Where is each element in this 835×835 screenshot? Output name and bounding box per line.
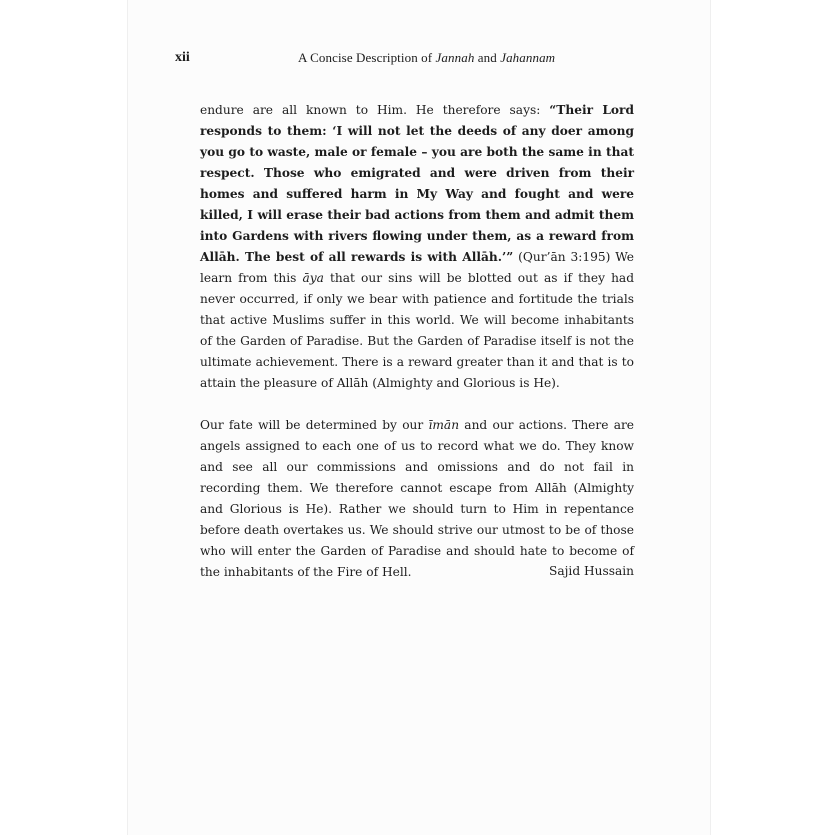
page-number: xii: [175, 50, 190, 65]
running-header-and: and: [474, 50, 501, 65]
paragraph-2-rest: and our actions. There are angels assigned to each one of us to record what we do. They know and see all our commissions and omissions and do not fail in recording them. We therefore cannot escape from Allāh (Almighty and Glorious is He). Rather we should turn to Him in repentance before death overtakes us. We should strive our utmost to be of those who will enter the Garden of Paradise and should hate to become of the inhabitants of the Fire of Hell.: [200, 418, 634, 579]
paragraph-1-lead: endure are all known to Him. He therefore says:: [200, 103, 550, 117]
running-header-term-jannah: Jannah: [435, 50, 475, 65]
running-header: [298, 50, 555, 66]
term-iman: īmān: [428, 418, 460, 432]
running-header-prefix: A Concise Description of: [298, 50, 436, 65]
paragraph-1-rest: that our sins will be blotted out as if they had never occurred, if only we bear with patience and fortitude the trials that active Muslims suffer in this world. We will become inhabitants of the Garden of Paradise. But the Garden of Paradise itself is not the ultimate achievement. There is a reward greater than it and that is to attain the pleasure of Allāh (Almighty and Glorious is He).: [200, 271, 634, 390]
paragraph-2-lead: Our fate will be determined by our: [200, 418, 429, 432]
quran-citation: (Qur’ān 3:195) We learn from this: [200, 250, 634, 285]
author-signature: Sajid Hussain: [549, 564, 634, 578]
quran-quote: “Their Lord responds to them: ‘I will not let the deeds of any doer among you go to waste, male or female – you are both the same in that respect. Those who emigrated and were driven from their homes and suffered harm in My Way and fought and were killed, I will erase their bad actions from them and admit them into Gardens with rivers flowing under them, as a reward from Allāh. The best of all rewards is with Allāh.’”: [200, 103, 634, 264]
body-text: [200, 100, 634, 583]
term-aya: āya: [302, 271, 324, 285]
paragraph-1: [200, 100, 634, 394]
running-header-term-jahannam: Jahannam: [500, 50, 556, 65]
paragraph-2: [200, 415, 634, 583]
